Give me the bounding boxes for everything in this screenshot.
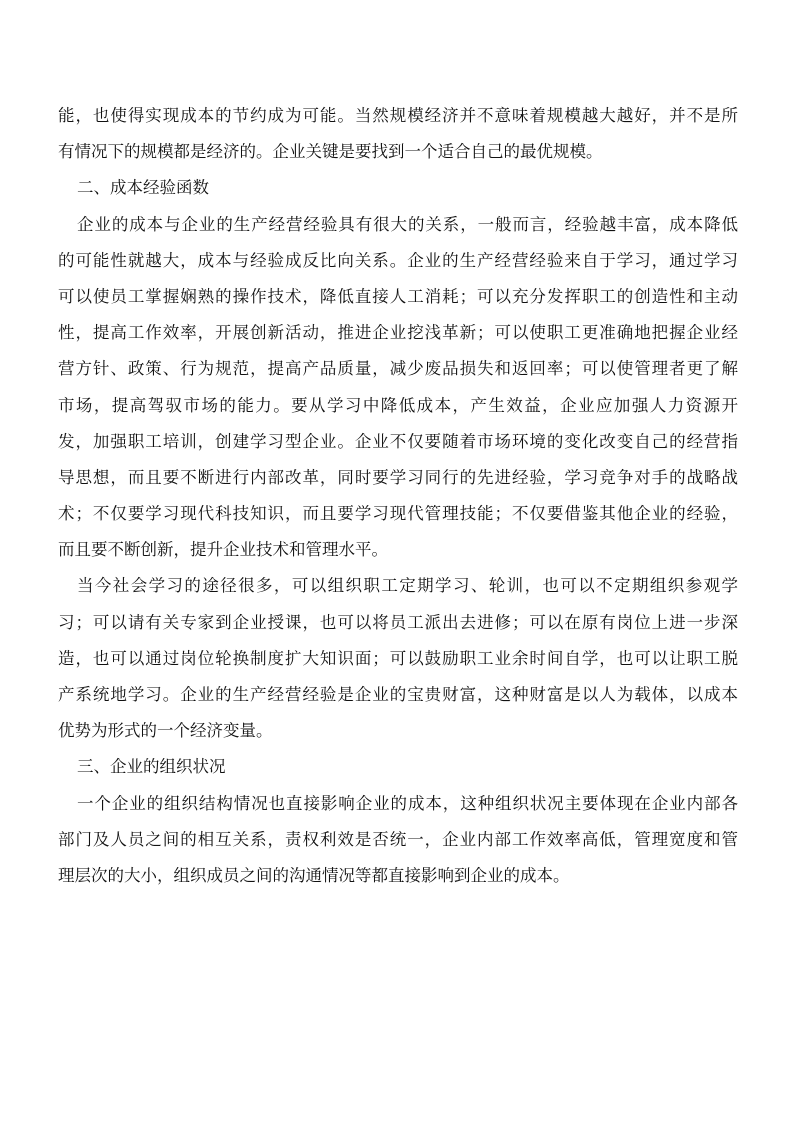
- text-line: 一个企业的组织结构情况也直接影响企业的成本，这种组织状况主要体现在企业内部各: [77, 793, 738, 813]
- text-line: 发，加强职工培训，创建学习型企业。企业不仅要随着市场环境的变化改变自己的经营指: [58, 431, 738, 451]
- text-line: 优势为形式的一个经济变量。: [58, 721, 273, 741]
- section-heading: 三、企业的组织状况: [77, 757, 226, 777]
- section-heading: 二、成本经验函数: [77, 178, 209, 198]
- text-line: 理层次的大小，组织成员之间的沟通情况等都直接影响到企业的成本。: [58, 865, 570, 885]
- text-line: 导思想，而且要不断进行内部改革，同时要学习同行的先进经验，学习竞争对手的战略战: [58, 467, 738, 487]
- text-line: 部门及人员之间的相互关系，责权利效是否统一，企业内部工作效率高低，管理宽度和管: [58, 829, 738, 849]
- text-line: 企业的成本与企业的生产经营经验具有很大的关系，一般而言，经验越丰富，成本降低: [77, 214, 738, 234]
- text-line: 营方针、政策、行为规范，提高产品质量，减少废品损失和返回率；可以使管理者更了解: [58, 359, 738, 379]
- text-line: 可以使员工掌握娴熟的操作技术，降低直接人工消耗；可以充分发挥职工的创造性和主动: [58, 286, 738, 306]
- text-line: 术；不仅要学习现代科技知识，而且要学习现代管理技能；不仅要借鉴其他企业的经验，: [58, 504, 738, 524]
- text-line: 产系统地学习。企业的生产经营经验是企业的宝贵财富，这种财富是以人为载体，以成本: [58, 685, 738, 704]
- text-line: 习；可以请有关专家到企业授课，也可以将员工派出去进修；可以在原有岗位上进一步深: [58, 612, 738, 632]
- text-line: 的可能性就越大，成本与经验成反比向关系。企业的生产经营经验来自于学习，通过学习: [58, 250, 738, 270]
- text-line: 当今社会学习的途径很多，可以组织职工定期学习、轮训，也可以不定期组织参观学: [77, 576, 738, 596]
- text-line: 而且要不断创新，提升企业技术和管理水平。: [58, 540, 388, 560]
- text-line: 造，也可以通过岗位轮换制度扩大知识面；可以鼓励职工业余时间自学，也可以让职工脱: [58, 648, 738, 668]
- text-line: 市场，提高驾驭市场的能力。要从学习中降低成本，产生效益，企业应加强人力资源开: [58, 395, 738, 415]
- text-line: 性，提高工作效率，开展创新活动，推进企业挖浅革新；可以使职工更准确地把握企业经: [58, 323, 738, 343]
- text-line: 能，也使得实现成本的节约成为可能。当然规模经济并不意味着规模越大越好，并不是所: [58, 106, 738, 125]
- document-body: [58, 98, 738, 894]
- text-line: 有情况下的规模都是经济的。企业关键是要找到一个适合自己的最优规模。: [58, 142, 603, 162]
